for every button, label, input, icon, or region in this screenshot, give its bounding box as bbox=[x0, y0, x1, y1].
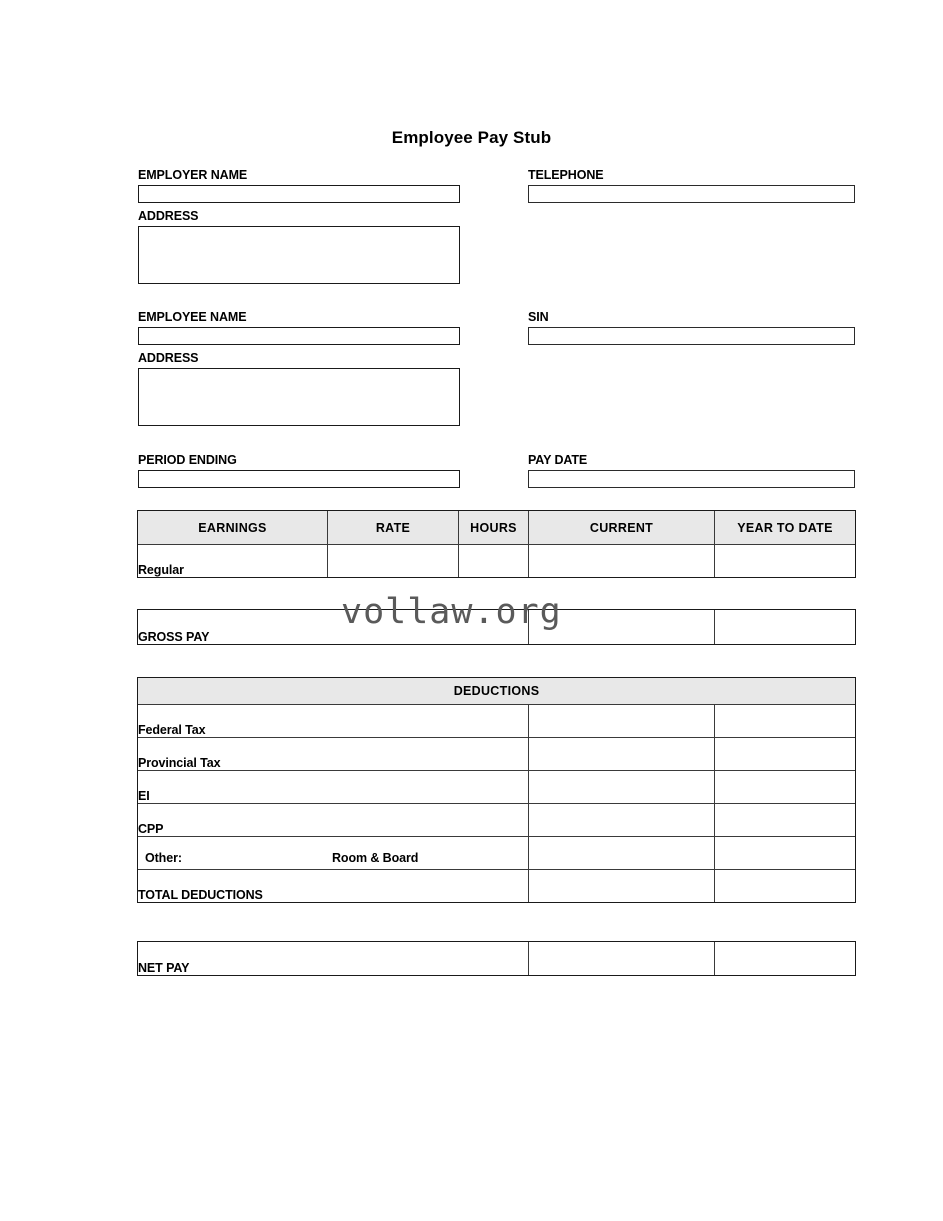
telephone-input[interactable] bbox=[528, 185, 855, 203]
deduction-label-cpp: CPP bbox=[138, 804, 529, 837]
deduction-ytd-other[interactable] bbox=[715, 837, 856, 870]
table-row bbox=[138, 771, 856, 804]
total-deductions-current[interactable] bbox=[529, 870, 715, 903]
employer-name-input[interactable] bbox=[138, 185, 460, 203]
pay-date-label: PAY DATE bbox=[528, 453, 588, 467]
net-pay-label: NET PAY bbox=[138, 942, 529, 976]
table-row bbox=[138, 705, 856, 738]
earnings-row-rate-input[interactable] bbox=[328, 545, 459, 578]
period-ending-input[interactable] bbox=[138, 470, 460, 488]
employer-name-field-group bbox=[138, 168, 460, 203]
sin-label: SIN bbox=[528, 310, 549, 324]
deduction-current-ei[interactable] bbox=[529, 771, 715, 804]
employer-name-label: EMPLOYER NAME bbox=[138, 168, 248, 182]
employee-name-label: EMPLOYEE NAME bbox=[138, 310, 247, 324]
sin-input[interactable] bbox=[528, 327, 855, 345]
earnings-row-hours-input[interactable] bbox=[459, 545, 529, 578]
employer-address-field-group bbox=[138, 209, 460, 284]
period-ending-field-group bbox=[138, 453, 460, 488]
earnings-row-label-regular: Regular bbox=[138, 545, 328, 578]
deduction-ytd-provincial-tax[interactable] bbox=[715, 738, 856, 771]
deduction-label-other: Other: bbox=[145, 851, 182, 865]
earnings-header-hours: HOURS bbox=[459, 511, 529, 545]
earnings-table-header-row bbox=[138, 511, 856, 545]
deductions-table bbox=[137, 677, 856, 903]
deduction-current-provincial-tax[interactable] bbox=[529, 738, 715, 771]
table-row bbox=[138, 870, 856, 903]
sin-field-group bbox=[528, 310, 855, 345]
deduction-current-cpp[interactable] bbox=[529, 804, 715, 837]
earnings-row-current-input[interactable] bbox=[529, 545, 715, 578]
earnings-table bbox=[137, 510, 856, 578]
employee-name-input[interactable] bbox=[138, 327, 460, 345]
table-row bbox=[138, 610, 856, 645]
employee-address-field-group bbox=[138, 351, 460, 426]
deduction-label-federal-tax: Federal Tax bbox=[138, 705, 529, 738]
earnings-header-current: CURRENT bbox=[529, 511, 715, 545]
page-title: Employee Pay Stub bbox=[391, 128, 552, 147]
table-row bbox=[138, 738, 856, 771]
employee-address-label: ADDRESS bbox=[138, 351, 199, 365]
total-deductions-label: TOTAL DEDUCTIONS bbox=[138, 870, 529, 903]
period-ending-label: PERIOD ENDING bbox=[138, 453, 237, 467]
deduction-ytd-ei[interactable] bbox=[715, 771, 856, 804]
earnings-row-ytd-input[interactable] bbox=[715, 545, 856, 578]
telephone-field-group bbox=[528, 168, 855, 203]
deduction-current-federal-tax[interactable] bbox=[529, 705, 715, 738]
gross-pay-current-input[interactable] bbox=[529, 610, 715, 645]
net-pay-current-input[interactable] bbox=[529, 942, 715, 976]
table-row bbox=[138, 837, 856, 870]
table-row bbox=[138, 804, 856, 837]
net-pay-table bbox=[137, 941, 856, 976]
employee-name-field-group bbox=[138, 310, 460, 345]
pay-date-field-group bbox=[528, 453, 855, 488]
deduction-current-other[interactable] bbox=[529, 837, 715, 870]
deduction-label-ei: EI bbox=[138, 771, 529, 804]
employer-address-label: ADDRESS bbox=[138, 209, 199, 223]
gross-pay-table bbox=[137, 609, 856, 645]
earnings-header-rate: RATE bbox=[328, 511, 459, 545]
earnings-header-year-to-date: YEAR TO DATE bbox=[715, 511, 856, 545]
deduction-label-other-cell bbox=[138, 837, 529, 870]
gross-pay-label: GROSS PAY bbox=[138, 610, 529, 645]
total-deductions-ytd[interactable] bbox=[715, 870, 856, 903]
deduction-ytd-federal-tax[interactable] bbox=[715, 705, 856, 738]
deduction-sublabel-room-and-board: Room & Board bbox=[332, 851, 419, 865]
watermark-text: vollaw.org bbox=[341, 592, 562, 632]
deduction-ytd-cpp[interactable] bbox=[715, 804, 856, 837]
employer-address-input[interactable] bbox=[138, 226, 460, 284]
pay-date-input[interactable] bbox=[528, 470, 855, 488]
table-row bbox=[138, 942, 856, 976]
deductions-title: DEDUCTIONS bbox=[138, 678, 856, 705]
gross-pay-ytd-input[interactable] bbox=[715, 610, 856, 645]
table-row bbox=[138, 545, 856, 578]
deduction-label-provincial-tax: Provincial Tax bbox=[138, 738, 529, 771]
earnings-header-earnings: EARNINGS bbox=[138, 511, 328, 545]
employee-address-input[interactable] bbox=[138, 368, 460, 426]
telephone-label: TELEPHONE bbox=[528, 168, 604, 182]
net-pay-ytd-input[interactable] bbox=[715, 942, 856, 976]
deductions-table-header-row bbox=[138, 678, 856, 705]
